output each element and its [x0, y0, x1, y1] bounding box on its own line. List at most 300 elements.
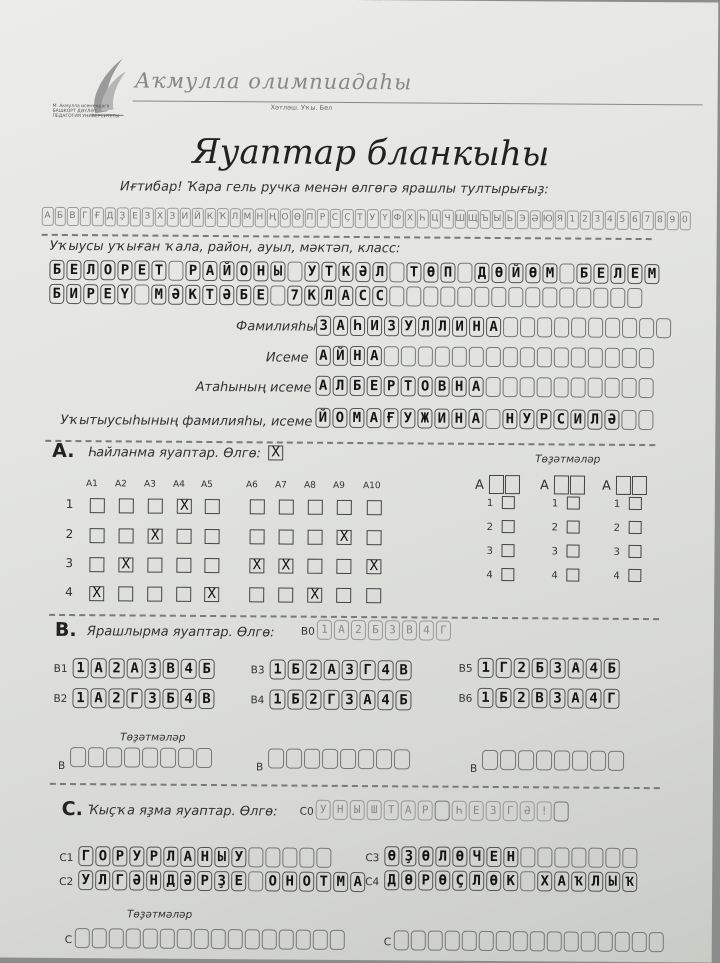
letter-cell[interactable]: Е: [253, 285, 268, 305]
letter-cell[interactable]: [622, 318, 637, 338]
answer-cells[interactable]: [78, 870, 367, 892]
letter-cell[interactable]: [109, 928, 124, 948]
letter-cell[interactable]: Е: [486, 847, 501, 867]
letter-cell[interactable]: [622, 348, 637, 368]
letter-cell[interactable]: [598, 932, 613, 952]
letter-cell[interactable]: Ә: [355, 262, 370, 282]
letter-cell[interactable]: [520, 347, 535, 367]
letter-cell[interactable]: Т: [316, 872, 331, 892]
letter-cell[interactable]: Л: [321, 286, 336, 306]
letter-cell[interactable]: Б: [287, 690, 303, 710]
letter-cell[interactable]: Б: [532, 658, 548, 678]
letter-cell[interactable]: [503, 347, 518, 367]
letter-cell[interactable]: Ҫ: [452, 871, 467, 891]
letter-cell[interactable]: 4: [378, 660, 394, 680]
letter-cell[interactable]: Б: [288, 660, 304, 680]
letter-cell[interactable]: Н: [503, 847, 518, 867]
letter-cell[interactable]: А: [468, 409, 483, 429]
answer-checkbox[interactable]: [337, 500, 352, 515]
letter-cell[interactable]: 4: [180, 689, 196, 709]
correction-cells[interactable]: [394, 930, 666, 952]
letter-cell[interactable]: [537, 317, 552, 337]
letter-cell[interactable]: [423, 286, 438, 306]
surname-field[interactable]: [316, 316, 673, 338]
answer-checkbox[interactable]: [278, 587, 293, 602]
letter-cell[interactable]: 4: [181, 659, 197, 679]
letter-cell[interactable]: 2: [108, 688, 124, 708]
letter-cell[interactable]: [610, 288, 625, 308]
letter-cell[interactable]: 2: [109, 658, 125, 678]
letter-cell[interactable]: [265, 847, 280, 867]
letter-cell[interactable]: Д: [384, 870, 399, 890]
letter-cell[interactable]: А: [324, 660, 340, 680]
letter-cell[interactable]: [474, 287, 489, 307]
letter-cell[interactable]: [126, 928, 141, 948]
letter-cell[interactable]: Б: [395, 690, 411, 710]
letter-cell[interactable]: Н: [197, 847, 212, 867]
letter-cell[interactable]: Е: [231, 871, 246, 891]
answer-checkbox[interactable]: [366, 588, 381, 603]
answer-cells[interactable]: [269, 689, 413, 710]
letter-cell[interactable]: Ч: [469, 847, 484, 867]
letter-cell[interactable]: 4: [377, 690, 393, 710]
letter-cell[interactable]: [638, 410, 653, 430]
letter-cell[interactable]: Ө: [418, 846, 433, 866]
school-field-line2[interactable]: [49, 284, 644, 308]
letter-cell[interactable]: [530, 931, 545, 951]
letter-cell[interactable]: В: [396, 660, 412, 680]
answer-checkbox[interactable]: X: [307, 588, 322, 603]
letter-cell[interactable]: М: [151, 285, 166, 305]
letter-cell[interactable]: А: [367, 346, 382, 366]
letter-cell[interactable]: У: [78, 870, 93, 890]
letter-cell[interactable]: Е: [66, 260, 81, 280]
answer-checkbox[interactable]: X: [148, 529, 163, 544]
letter-cell[interactable]: [70, 747, 86, 767]
letter-cell[interactable]: Г: [603, 689, 619, 709]
letter-cell[interactable]: Г: [112, 870, 127, 890]
letter-cell[interactable]: Ө: [525, 263, 540, 283]
letter-cell[interactable]: Ү: [117, 284, 132, 304]
letter-cell[interactable]: [296, 930, 311, 950]
letter-cell[interactable]: [520, 871, 535, 891]
letter-cell[interactable]: Н: [253, 261, 268, 281]
letter-cell[interactable]: [554, 750, 570, 770]
letter-cell[interactable]: Д: [163, 871, 178, 891]
letter-cell[interactable]: Л: [435, 317, 450, 337]
letter-cell[interactable]: В: [198, 689, 214, 709]
letter-cell[interactable]: 3: [144, 689, 160, 709]
letter-cell[interactable]: [554, 377, 569, 397]
letter-cell[interactable]: [384, 346, 399, 366]
answer-cells[interactable]: [384, 870, 639, 892]
letter-cell[interactable]: 2: [514, 658, 530, 678]
letter-cell[interactable]: О: [332, 408, 347, 428]
letter-cell[interactable]: [92, 928, 107, 948]
letter-cell[interactable]: Ә: [604, 410, 619, 430]
letter-cell[interactable]: [537, 347, 552, 367]
answer-checkbox[interactable]: X: [366, 559, 381, 574]
letter-cell[interactable]: [559, 287, 574, 307]
letter-cell[interactable]: Г: [78, 846, 93, 866]
answer-checkbox[interactable]: [250, 499, 265, 514]
letter-cell[interactable]: А: [338, 286, 353, 306]
letter-cell[interactable]: Ө: [486, 871, 501, 891]
letter-cell[interactable]: В: [531, 688, 547, 708]
correction-cell[interactable]: [632, 476, 647, 495]
letter-cell[interactable]: Н: [451, 409, 466, 429]
answer-checkbox[interactable]: [119, 498, 134, 513]
letter-cell[interactable]: [564, 931, 579, 951]
answer-cells[interactable]: [73, 658, 217, 679]
letter-cell[interactable]: А: [350, 872, 365, 892]
letter-cell[interactable]: У: [400, 408, 415, 428]
letter-cell[interactable]: А: [91, 658, 107, 678]
letter-cell[interactable]: [282, 848, 297, 868]
correction-checkbox[interactable]: [501, 544, 514, 557]
correction-checkbox[interactable]: [566, 544, 579, 557]
letter-cell[interactable]: А: [316, 346, 331, 366]
letter-cell[interactable]: А: [486, 317, 501, 337]
letter-cell[interactable]: [313, 930, 328, 950]
answer-checkbox[interactable]: [367, 530, 382, 545]
letter-cell[interactable]: [605, 378, 620, 398]
letter-cell[interactable]: Т: [321, 262, 336, 282]
letter-cell[interactable]: У: [401, 316, 416, 336]
letter-cell[interactable]: Ө: [452, 847, 467, 867]
correction-checkbox[interactable]: [629, 521, 642, 534]
letter-cell[interactable]: Л: [435, 847, 450, 867]
letter-cell[interactable]: [245, 929, 260, 949]
letter-cell[interactable]: [542, 287, 557, 307]
letter-cell[interactable]: Ө: [423, 262, 438, 282]
letter-cell[interactable]: [248, 847, 263, 867]
letter-cell[interactable]: 4: [585, 689, 601, 709]
letter-cell[interactable]: А: [359, 690, 375, 710]
letter-cell[interactable]: [299, 848, 314, 868]
letter-cell[interactable]: Ә: [180, 871, 195, 891]
name-field[interactable]: [316, 346, 656, 368]
letter-cell[interactable]: [622, 848, 637, 868]
correction-cells[interactable]: [482, 750, 626, 771]
letter-cell[interactable]: Ҙ: [401, 846, 416, 866]
letter-cell[interactable]: 1: [269, 689, 285, 709]
patronymic-field[interactable]: [316, 376, 656, 398]
letter-cell[interactable]: [520, 847, 535, 867]
letter-cell[interactable]: 4: [586, 659, 602, 679]
letter-cell[interactable]: Р: [146, 847, 161, 867]
correction-checkbox[interactable]: [566, 568, 579, 581]
letter-cell[interactable]: [440, 287, 455, 307]
answer-checkbox[interactable]: X: [177, 499, 192, 514]
letter-cell[interactable]: К: [185, 285, 200, 305]
letter-cell[interactable]: [590, 751, 606, 771]
letter-cell[interactable]: [418, 346, 433, 366]
letter-cell[interactable]: Е: [627, 264, 642, 284]
letter-cell[interactable]: М: [542, 263, 557, 283]
letter-cell[interactable]: [394, 930, 409, 950]
letter-cell[interactable]: И: [367, 316, 382, 336]
letter-cell[interactable]: Л: [95, 870, 110, 890]
letter-cell[interactable]: 3: [549, 688, 565, 708]
letter-cell[interactable]: Й: [315, 408, 330, 428]
letter-cell[interactable]: Т: [151, 261, 166, 281]
letter-cell[interactable]: [571, 318, 586, 338]
letter-cell[interactable]: [270, 285, 285, 305]
correction-checkbox[interactable]: [629, 497, 642, 510]
letter-cell[interactable]: М: [644, 264, 659, 284]
letter-cell[interactable]: Р: [112, 846, 127, 866]
letter-cell[interactable]: Й: [219, 261, 234, 281]
letter-cell[interactable]: [358, 749, 374, 769]
letter-cell[interactable]: Ө: [401, 870, 416, 890]
correction-checkbox[interactable]: [502, 496, 515, 509]
letter-cell[interactable]: [621, 410, 636, 430]
letter-cell[interactable]: [525, 287, 540, 307]
letter-cell[interactable]: Б: [604, 659, 620, 679]
answer-checkbox[interactable]: [205, 499, 220, 514]
letter-cell[interactable]: [196, 748, 212, 768]
letter-cell[interactable]: З: [384, 316, 399, 336]
letter-cell[interactable]: [537, 377, 552, 397]
letter-cell[interactable]: [304, 749, 320, 769]
answer-checkbox[interactable]: X: [204, 587, 219, 602]
letter-cell[interactable]: [485, 409, 500, 429]
letter-cell[interactable]: [124, 747, 140, 767]
letter-cell[interactable]: [571, 378, 586, 398]
correction-checkbox[interactable]: [567, 520, 580, 533]
correction-cell[interactable]: [554, 475, 569, 494]
letter-cell[interactable]: Ы: [270, 261, 285, 281]
letter-cell[interactable]: [262, 929, 277, 949]
letter-cell[interactable]: Е: [134, 260, 149, 280]
letter-cell[interactable]: [632, 932, 647, 952]
letter-cell[interactable]: [588, 348, 603, 368]
letter-cell[interactable]: Л: [163, 847, 178, 867]
letter-cell[interactable]: [168, 261, 183, 281]
letter-cell[interactable]: [330, 930, 345, 950]
letter-cell[interactable]: А: [469, 377, 484, 397]
letter-cell[interactable]: 3: [341, 690, 357, 710]
letter-cell[interactable]: С: [372, 286, 387, 306]
letter-cell[interactable]: Л: [372, 262, 387, 282]
letter-cell[interactable]: К: [338, 262, 353, 282]
letter-cell[interactable]: [389, 286, 404, 306]
letter-cell[interactable]: Н: [502, 409, 517, 429]
letter-cell[interactable]: Р: [197, 871, 212, 891]
letter-cell[interactable]: [605, 848, 620, 868]
letter-cell[interactable]: О: [418, 376, 433, 396]
letter-cell[interactable]: [571, 848, 586, 868]
answer-checkbox[interactable]: [307, 559, 322, 574]
correction-cell[interactable]: [616, 476, 631, 495]
letter-cell[interactable]: [178, 748, 194, 768]
letter-cell[interactable]: А: [567, 689, 583, 709]
letter-cell[interactable]: А: [554, 871, 569, 891]
letter-cell[interactable]: [211, 929, 226, 949]
letter-cell[interactable]: 1: [478, 658, 494, 678]
correction-checkbox[interactable]: [501, 568, 514, 581]
letter-cell[interactable]: Б: [576, 264, 591, 284]
letter-cell[interactable]: [286, 749, 302, 769]
letter-cell[interactable]: [547, 931, 562, 951]
letter-cell[interactable]: [177, 929, 192, 949]
answer-cells[interactable]: [72, 688, 216, 709]
correction-cells[interactable]: [268, 748, 412, 769]
letter-cell[interactable]: [537, 847, 552, 867]
letter-cell[interactable]: Ә: [168, 285, 183, 305]
answer-cells[interactable]: [270, 659, 414, 680]
letter-cell[interactable]: Л: [333, 376, 348, 396]
letter-cell[interactable]: [316, 848, 331, 868]
school-field-line1[interactable]: [49, 260, 661, 284]
letter-cell[interactable]: [608, 751, 624, 771]
answer-checkbox[interactable]: [90, 528, 105, 543]
letter-cell[interactable]: 2: [306, 660, 322, 680]
answer-checkbox[interactable]: [308, 530, 323, 545]
letter-cell[interactable]: [486, 377, 501, 397]
letter-cell[interactable]: [605, 318, 620, 338]
answer-checkbox[interactable]: [90, 498, 105, 513]
letter-cell[interactable]: Й: [508, 263, 523, 283]
letter-cell[interactable]: Л: [587, 410, 602, 430]
letter-cell[interactable]: Р: [117, 260, 132, 280]
letter-cell[interactable]: [134, 284, 149, 304]
letter-cell[interactable]: 7: [287, 286, 302, 306]
letter-cell[interactable]: Х: [537, 871, 552, 891]
letter-cell[interactable]: Л: [418, 316, 433, 336]
correction-cell[interactable]: [570, 476, 585, 495]
correction-checkbox[interactable]: [628, 569, 641, 582]
correction-cells[interactable]: [75, 928, 347, 950]
answer-checkbox[interactable]: [89, 557, 104, 572]
letter-cell[interactable]: [469, 347, 484, 367]
answer-checkbox[interactable]: X: [118, 557, 133, 572]
letter-cell[interactable]: Й: [333, 346, 348, 366]
letter-cell[interactable]: Л: [469, 871, 484, 891]
letter-cell[interactable]: Н: [146, 871, 161, 891]
letter-cell[interactable]: [160, 929, 175, 949]
letter-cell[interactable]: Л: [610, 264, 625, 284]
letter-cell[interactable]: [520, 377, 535, 397]
letter-cell[interactable]: А: [333, 316, 348, 336]
letter-cell[interactable]: [536, 750, 552, 770]
letter-cell[interactable]: Д: [474, 263, 489, 283]
letter-cell[interactable]: А: [568, 659, 584, 679]
letter-cell[interactable]: 3: [145, 659, 161, 679]
letter-cell[interactable]: И: [434, 409, 449, 429]
answer-checkbox[interactable]: [176, 587, 191, 602]
letter-cell[interactable]: Р: [418, 870, 433, 890]
letter-cell[interactable]: [639, 318, 654, 338]
letter-cell[interactable]: 1: [270, 659, 286, 679]
letter-cell[interactable]: 1: [477, 688, 493, 708]
letter-cell[interactable]: У: [519, 409, 534, 429]
letter-cell[interactable]: [554, 847, 569, 867]
letter-cell[interactable]: [518, 750, 534, 770]
answer-checkbox[interactable]: [147, 558, 162, 573]
letter-cell[interactable]: [194, 929, 209, 949]
letter-cell[interactable]: [649, 932, 664, 952]
answer-checkbox[interactable]: [118, 586, 133, 601]
letter-cell[interactable]: [457, 287, 472, 307]
answer-checkbox[interactable]: [176, 558, 191, 573]
letter-cell[interactable]: М: [349, 408, 364, 428]
letter-cell[interactable]: Т: [202, 285, 217, 305]
letter-cell[interactable]: А: [366, 408, 381, 428]
letter-cell[interactable]: [503, 377, 518, 397]
letter-cell[interactable]: Б: [236, 285, 251, 305]
letter-cell[interactable]: [508, 287, 523, 307]
letter-cell[interactable]: [142, 748, 158, 768]
answer-checkbox[interactable]: X: [337, 530, 352, 545]
letter-cell[interactable]: И: [66, 284, 81, 304]
letter-cell[interactable]: [622, 378, 637, 398]
letter-cell[interactable]: [322, 749, 338, 769]
answer-checkbox[interactable]: [367, 500, 382, 515]
answer-checkbox[interactable]: [336, 559, 351, 574]
letter-cell[interactable]: Г: [323, 690, 339, 710]
letter-cell[interactable]: П: [440, 263, 455, 283]
letter-cell[interactable]: [554, 317, 569, 337]
letter-cell[interactable]: [143, 929, 158, 949]
letter-cell[interactable]: Р: [536, 409, 551, 429]
letter-cell[interactable]: [401, 346, 416, 366]
letter-cell[interactable]: [228, 929, 243, 949]
letter-cell[interactable]: Ғ: [383, 408, 398, 428]
letter-cell[interactable]: Ҙ: [214, 871, 229, 891]
letter-cell[interactable]: [559, 263, 574, 283]
letter-cell[interactable]: [75, 928, 90, 948]
letter-cell[interactable]: [445, 931, 460, 951]
letter-cell[interactable]: И: [570, 410, 585, 430]
letter-cell[interactable]: Г: [496, 658, 512, 678]
letter-cell[interactable]: [496, 931, 511, 951]
letter-cell[interactable]: [88, 747, 104, 767]
answer-cells[interactable]: [478, 658, 622, 679]
letter-cell[interactable]: Ҡ: [571, 872, 586, 892]
letter-cell[interactable]: [268, 748, 284, 768]
letter-cell[interactable]: У: [231, 847, 246, 867]
answer-checkbox[interactable]: [279, 499, 294, 514]
letter-cell[interactable]: [435, 347, 450, 367]
letter-cell[interactable]: С: [355, 286, 370, 306]
letter-cell[interactable]: Б: [49, 284, 64, 304]
letter-cell[interactable]: К: [304, 286, 319, 306]
letter-cell[interactable]: [486, 347, 501, 367]
letter-cell[interactable]: [279, 929, 294, 949]
letter-cell[interactable]: Б: [350, 376, 365, 396]
letter-cell[interactable]: 2: [513, 688, 529, 708]
letter-cell[interactable]: У: [304, 262, 319, 282]
letter-cell[interactable]: [160, 748, 176, 768]
letter-cell[interactable]: А: [180, 847, 195, 867]
answer-cells[interactable]: [78, 846, 333, 868]
correction-checkbox[interactable]: [502, 520, 515, 533]
letter-cell[interactable]: В: [163, 659, 179, 679]
answer-checkbox[interactable]: [308, 500, 323, 515]
letter-cell[interactable]: [588, 848, 603, 868]
teacher-field[interactable]: [315, 408, 655, 430]
answer-cells[interactable]: [477, 688, 621, 709]
letter-cell[interactable]: 1: [73, 658, 89, 678]
answer-cells[interactable]: [384, 846, 639, 868]
letter-cell[interactable]: [287, 262, 302, 282]
letter-cell[interactable]: Н: [452, 377, 467, 397]
letter-cell[interactable]: [576, 288, 591, 308]
letter-cell[interactable]: Ы: [214, 847, 229, 867]
answer-checkbox[interactable]: X: [89, 586, 104, 601]
